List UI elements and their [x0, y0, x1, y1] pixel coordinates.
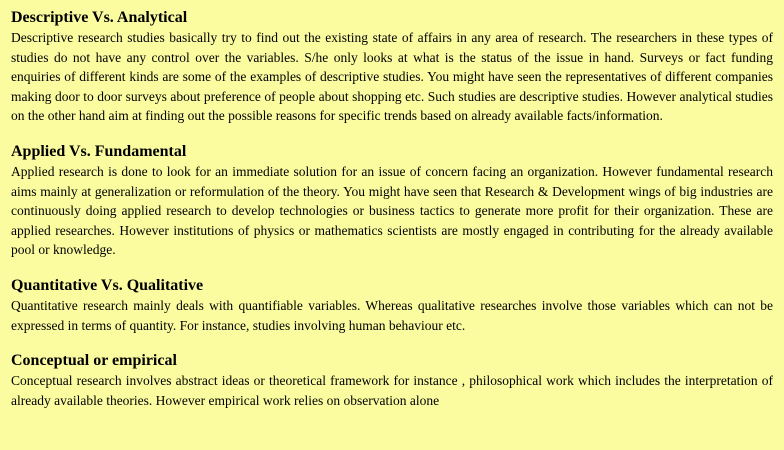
section-descriptive-vs-analytical: [11, 8, 773, 126]
section-conceptual-or-empirical: [11, 351, 773, 410]
section-body: Applied research is done to look for an immediate solution for an issue of concern facing an organization. However fundamental research aims mainly at generalization or reformulation of the theory. You might have seen that Research & Development wings of big industries are continuously doing applied research to develop technologies or business tactics to generate more profit for their organization. These are applied researches. However institutions of physics or mathematics scientists are mostly engaged in contributing for the already available pool or knowledge.: [11, 163, 773, 258]
section-heading: Applied Vs. Fundamental: [11, 142, 187, 160]
section-quantitative-vs-qualitative: [11, 276, 773, 335]
section-heading: Quantitative Vs. Qualitative: [11, 276, 204, 294]
section-body: Descriptive research studies basically try to find out the existing state of affairs in any area of research. The researchers in these types of studies do not have any control over the variables. S/he only looks at what is the status of the issue in hand. Surveys or fact funding enquiries of different kinds are some of the examples of descriptive studies. You might have seen the representatives of different companies making door to door surveys about preference of people about shopping etc. Such studies are descriptive studies. However analytical studies on the other hand aim at finding out the possible reasons for specific trends based on already available facts/information.: [11, 30, 773, 124]
section-heading: Conceptual or empirical: [11, 352, 177, 370]
section-heading: Descriptive Vs. Analytical: [11, 9, 188, 26]
section-body: Quantitative research mainly deals with quantifiable variables. Whereas qualitative researches involve those variables which can not be expressed in terms of quantity. For instance, studies involving human behaviour etc.: [11, 297, 773, 333]
section-body: Conceptual research involves abstract ideas or theoretical framework for instance , philosophical work which includes the interpretation of already available theories. However empirical work relies on observation alone: [11, 373, 773, 408]
section-applied-vs-fundamental: [11, 142, 773, 260]
